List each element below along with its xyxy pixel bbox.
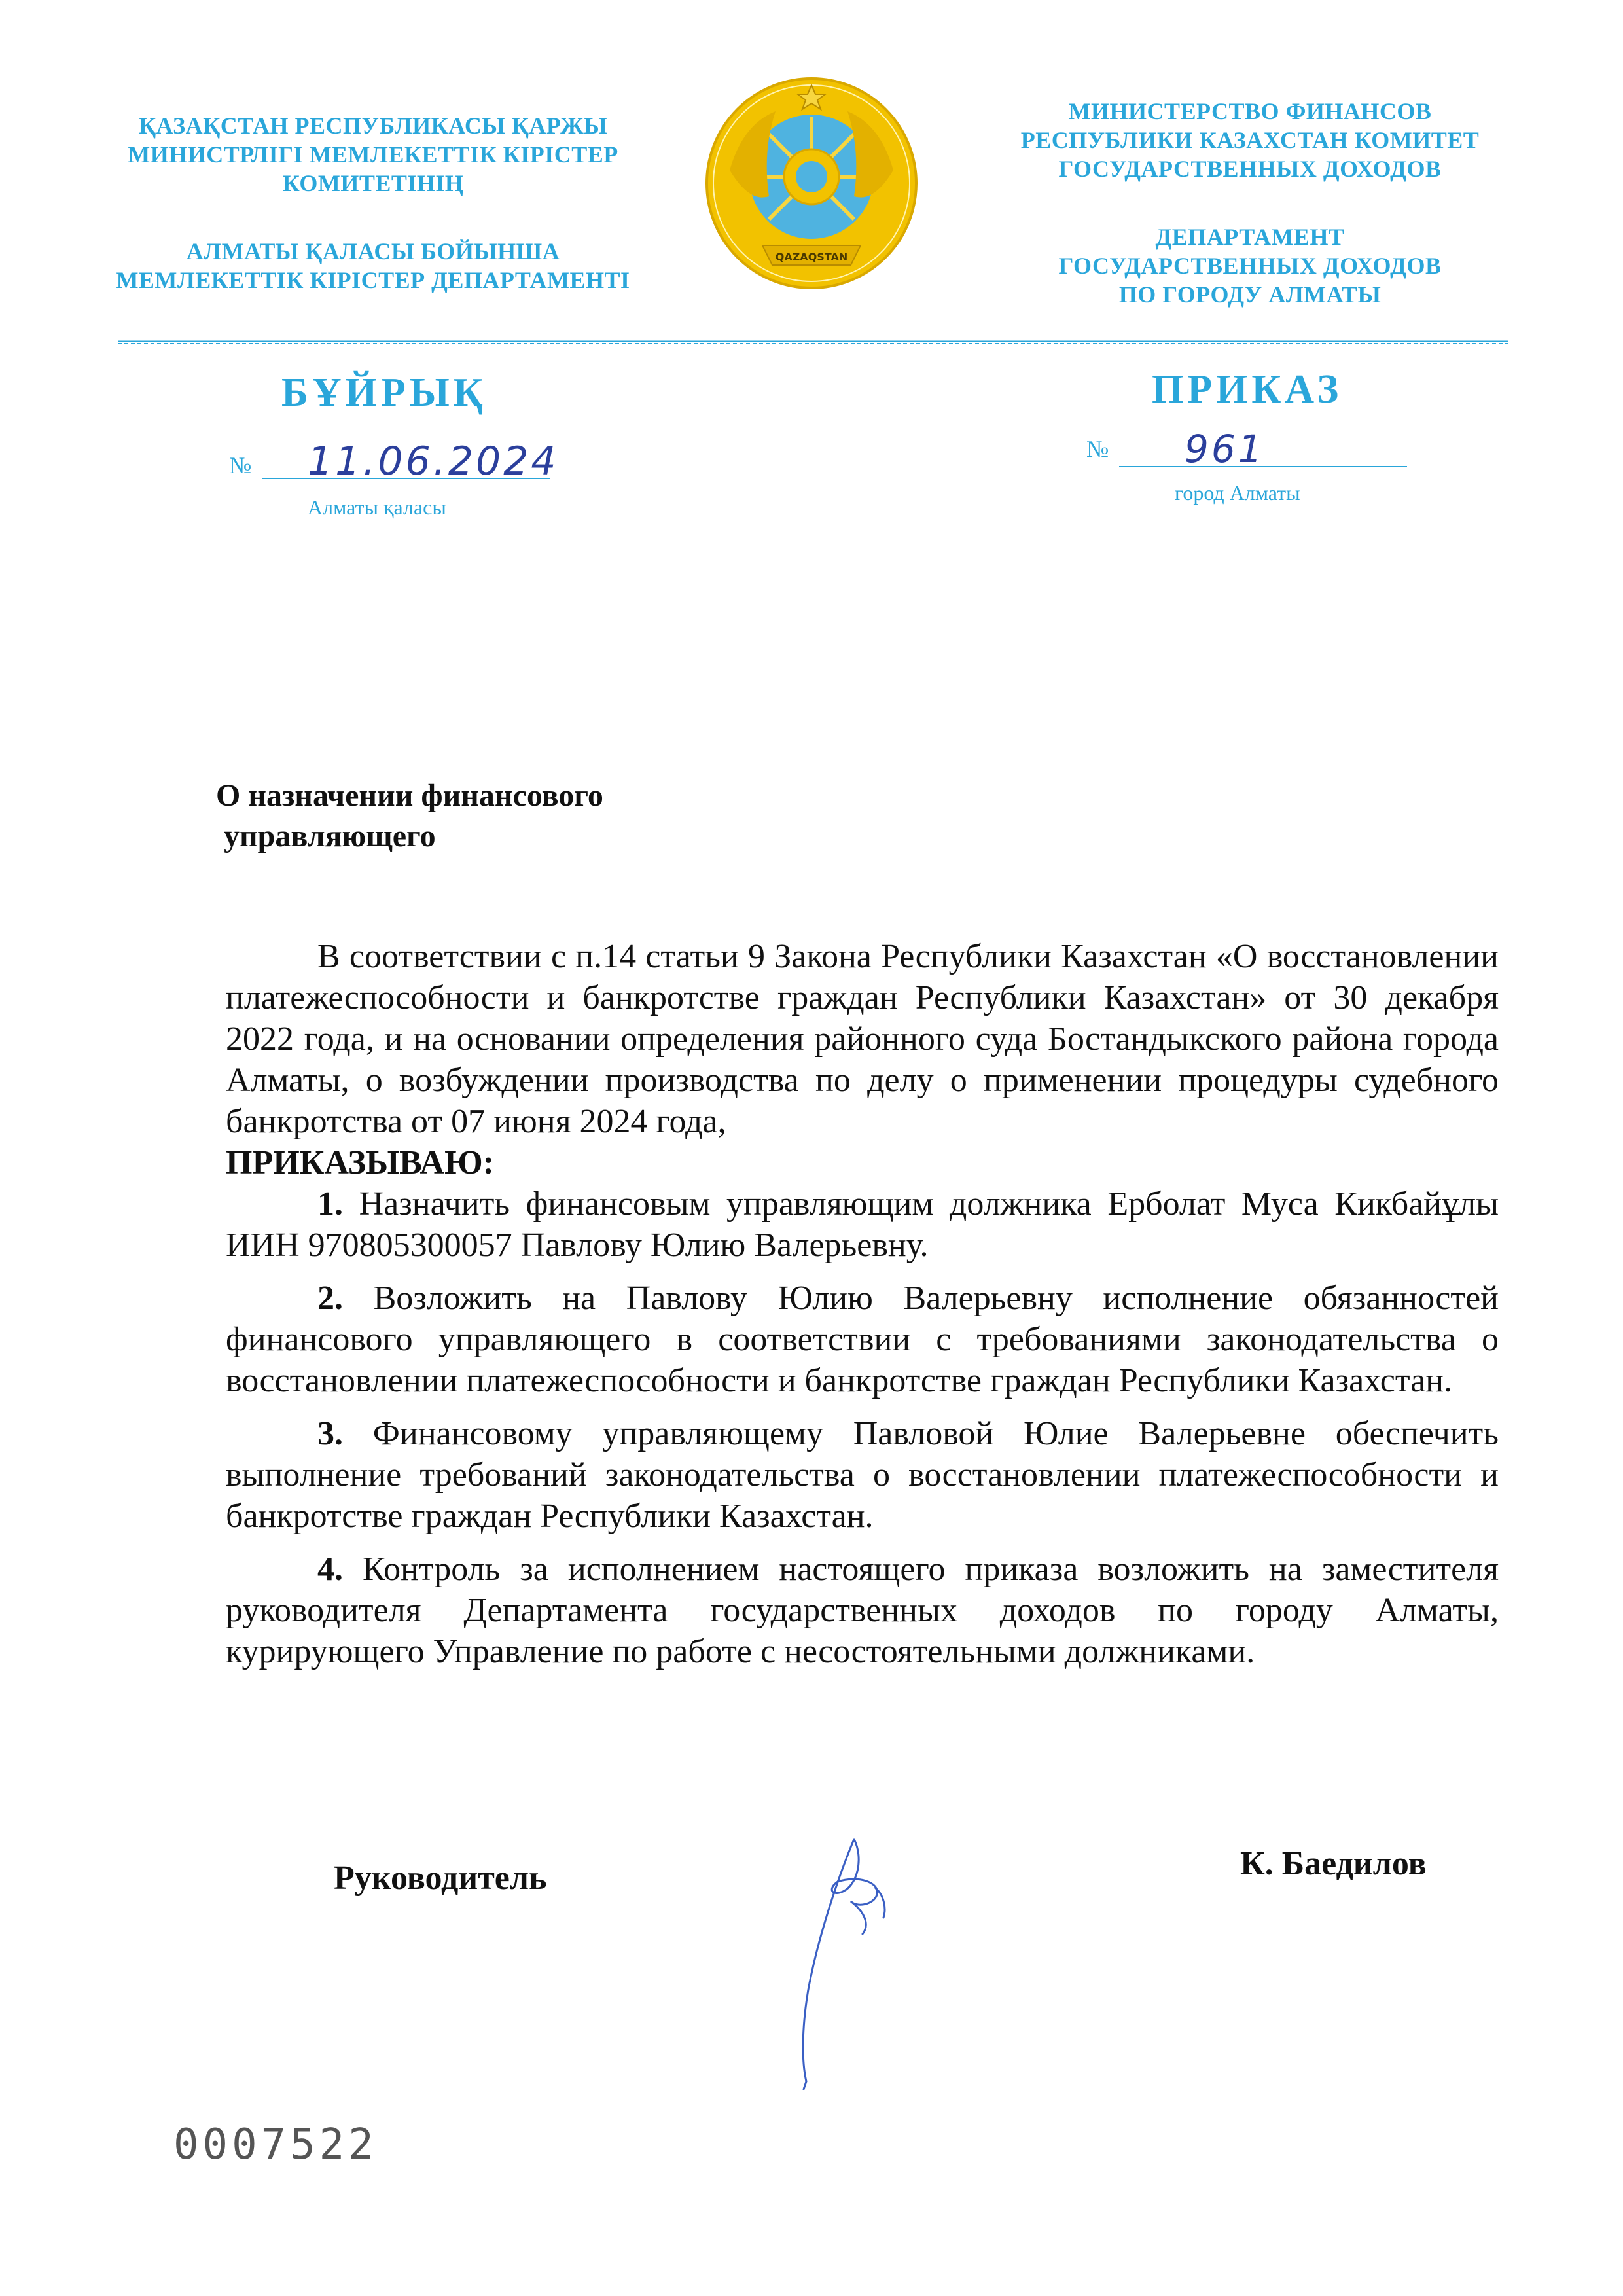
header-right-line: ГОСУДАРСТВЕННЫХ ДОХОДОВ (1058, 156, 1442, 182)
signatory-name: К. Баедилов (1240, 1845, 1427, 1882)
point-number: 2. (317, 1280, 343, 1317)
header-divider (118, 340, 1508, 344)
header-right-line: ДЕПАРТАМЕНТ (1155, 224, 1345, 250)
header-right-line: ПО ГОРОДУ АЛМАТЫ (1118, 281, 1382, 308)
document-body (226, 936, 1499, 1672)
signatory-position: Руководитель (334, 1859, 547, 1897)
state-emblem-icon (704, 72, 919, 295)
order-point-3 (226, 1413, 1499, 1537)
serial-number: 0007522 (173, 2121, 378, 2169)
emblem-text: QAZAQSTAN (775, 251, 848, 263)
document-title (216, 776, 805, 857)
header-left-line: ҚАЗАҚСТАН РЕСПУБЛИКАСЫ ҚАРЖЫ (138, 113, 608, 139)
header-left-line: МЕМЛЕКЕТТІК КІРІСТЕР ДЕПАРТАМЕНТІ (116, 267, 630, 293)
header-left-kz (105, 111, 641, 295)
point-text: Назначить финансовым управляющим должника Ерболат Муса Кикбайұлы ИИН 970805300057 Павлову Юлию Валерьевну. (226, 1185, 1499, 1264)
point-text: Возложить на Павлову Юлию Валерьевну исполнение обязанностей финансового управляющего в соответствии с требованиями законодательства о восстановлении платежеспособности и банкротстве граждан Республики Казахстан. (226, 1280, 1499, 1399)
city-ru: город Алматы (1175, 481, 1300, 505)
order-point-4 (226, 1549, 1499, 1672)
handwritten-number: 961 (1185, 427, 1265, 471)
order-heading: ПРИКАЗЫВАЮ: (226, 1144, 494, 1181)
point-number: 3. (317, 1415, 343, 1452)
header-right-line: ГОСУДАРСТВЕННЫХ ДОХОДОВ (1058, 253, 1442, 279)
title-line: О назначении финансового (216, 778, 603, 813)
header-left-line: МИНИСТРЛІГІ МЕМЛЕКЕТТІК КІРІСТЕР (128, 141, 618, 168)
title-line: управляющего (224, 819, 436, 853)
point-text: Контроль за исполнением настоящего приказа возложить на заместителя руководителя Департамента государственных доходов по городу Алматы, курирующего Управление по работе с несостоятельными должниками. (226, 1551, 1499, 1670)
intro-paragraph: В соответствии с п.14 статьи 9 Закона Республики Казахстан «О восстановлении платежеспособности и банкротстве граждан Республики Казахстан» от 30 декабря 2022 года, и на основании определения районного суда Бостандыкского района города Алматы, о возбуждении производства по делу о применении процедуры судебного банкротства от 07 июня 2024 года, (226, 938, 1499, 1140)
point-number: 1. (317, 1185, 343, 1223)
order-point-1 (226, 1183, 1499, 1266)
header-left-line: КОМИТЕТІНІҢ (282, 170, 464, 196)
order-point-2 (226, 1278, 1499, 1401)
handwritten-date: 11.06.2024 (308, 439, 559, 484)
header-left-line: АЛМАТЫ ҚАЛАСЫ БОЙЫНША (186, 238, 560, 264)
header-right-ru (982, 97, 1518, 309)
point-text: Финансовому управляющему Павловой Юлие Валерьевне обеспечить выполнение требований законодательства о восстановлении платежеспособности и банкротстве граждан Республики Казахстан. (226, 1415, 1499, 1535)
city-kz: Алматы қаласы (308, 495, 446, 519)
point-number: 4. (317, 1551, 343, 1588)
number-sign-left: № (229, 452, 252, 478)
order-word-ru: ПРИКАЗ (1152, 367, 1343, 412)
header-right-line: РЕСПУБЛИКИ КАЗАХСТАН КОМИТЕТ (1020, 127, 1480, 153)
number-sign-right: № (1086, 436, 1109, 462)
header-right-line: МИНИСТЕРСТВО ФИНАНСОВ (1068, 98, 1432, 124)
handwritten-signature (766, 1820, 923, 2094)
order-word-kz: БҰЙРЫҚ (281, 370, 487, 415)
